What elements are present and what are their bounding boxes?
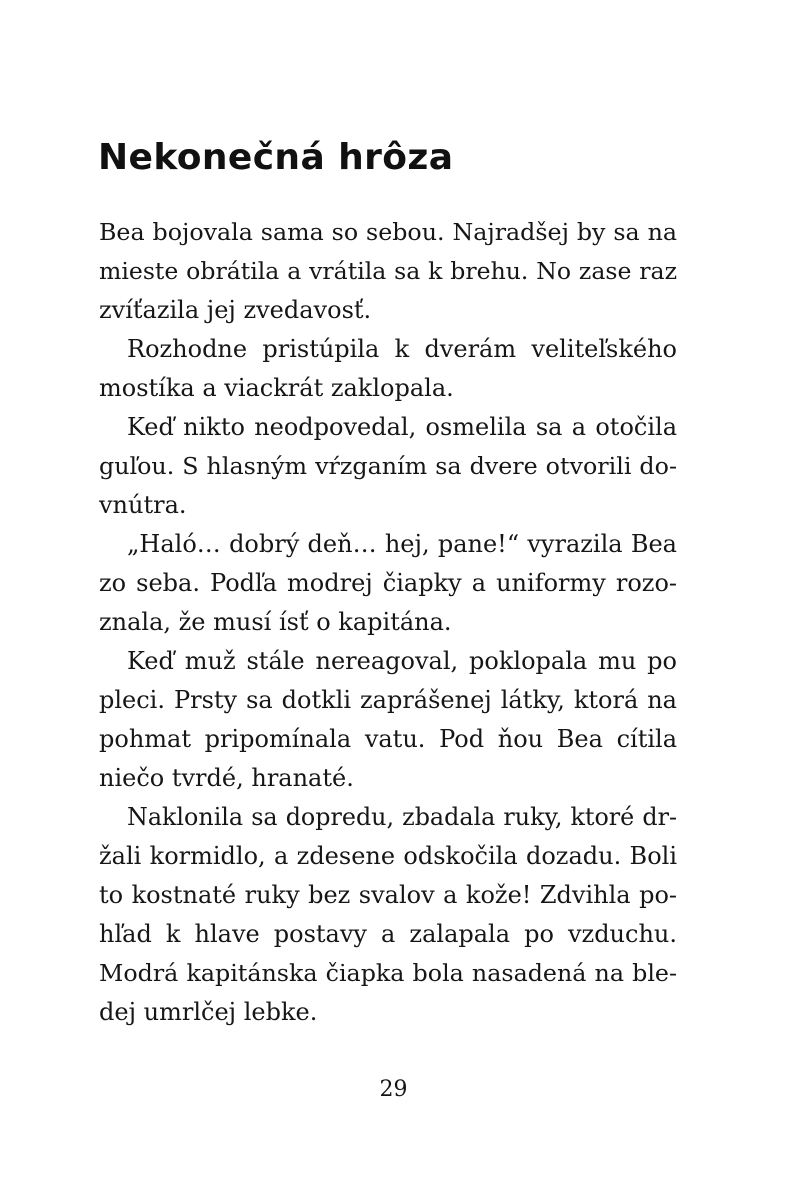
text-line: Bea bojovala sama so sebou. Najradšej by sa na — [99, 218, 677, 246]
text-line: mieste obrátila a vrátila sa k brehu. No zase raz — [99, 257, 677, 285]
page-number: 29 — [379, 1077, 408, 1102]
text-line: dej umrlčej lebke. — [99, 998, 318, 1026]
text-line: to kostnaté ruky bez svalov a kože! Zdvihla po- — [99, 881, 677, 909]
text-line: niečo tvrdé, hranaté. — [99, 764, 354, 792]
text-line: vnútra. — [99, 491, 187, 519]
text-line: Modrá kapitánska čiapka bola nasadená na ble- — [99, 959, 677, 987]
text-line: Keď muž stále nereagoval, poklopala mu po — [127, 647, 677, 675]
text-line: „Haló… dobrý deň… hej, pane!“ vyrazila Bea — [127, 530, 677, 558]
text-line: mostíka a viackrát zaklopala. — [99, 374, 454, 402]
text-line: Keď nikto neodpovedal, osmelila sa a otočila — [127, 413, 677, 441]
text-line: hľad k hlave postavy a zalapala po vzduchu. — [99, 920, 677, 948]
text-line: žali kormidlo, a zdesene odskočila dozadu. Boli — [99, 842, 677, 870]
text-line: zo seba. Podľa modrej čiapky a uniformy rozo- — [99, 569, 677, 597]
chapter-body — [99, 213, 677, 1032]
text-line: Naklonila sa dopredu, zbadala ruky, ktoré dr- — [127, 803, 677, 831]
text-line: znala, že musí ísť o kapitána. — [99, 608, 452, 636]
text-line: zvíťazila jej zvedavosť. — [99, 296, 372, 324]
text-line: pohmat pripomínala vatu. Pod ňou Bea cítila — [99, 725, 677, 753]
chapter-title: Nekonečná hrôza — [98, 137, 454, 178]
text-line: Rozhodne pristúpila k dverám veliteľského — [127, 335, 677, 363]
text-line: guľou. S hlasným vŕzganím sa dvere otvorili do- — [99, 452, 677, 480]
text-line: pleci. Prsty sa dotkli zaprášenej látky, ktorá na — [99, 686, 677, 714]
